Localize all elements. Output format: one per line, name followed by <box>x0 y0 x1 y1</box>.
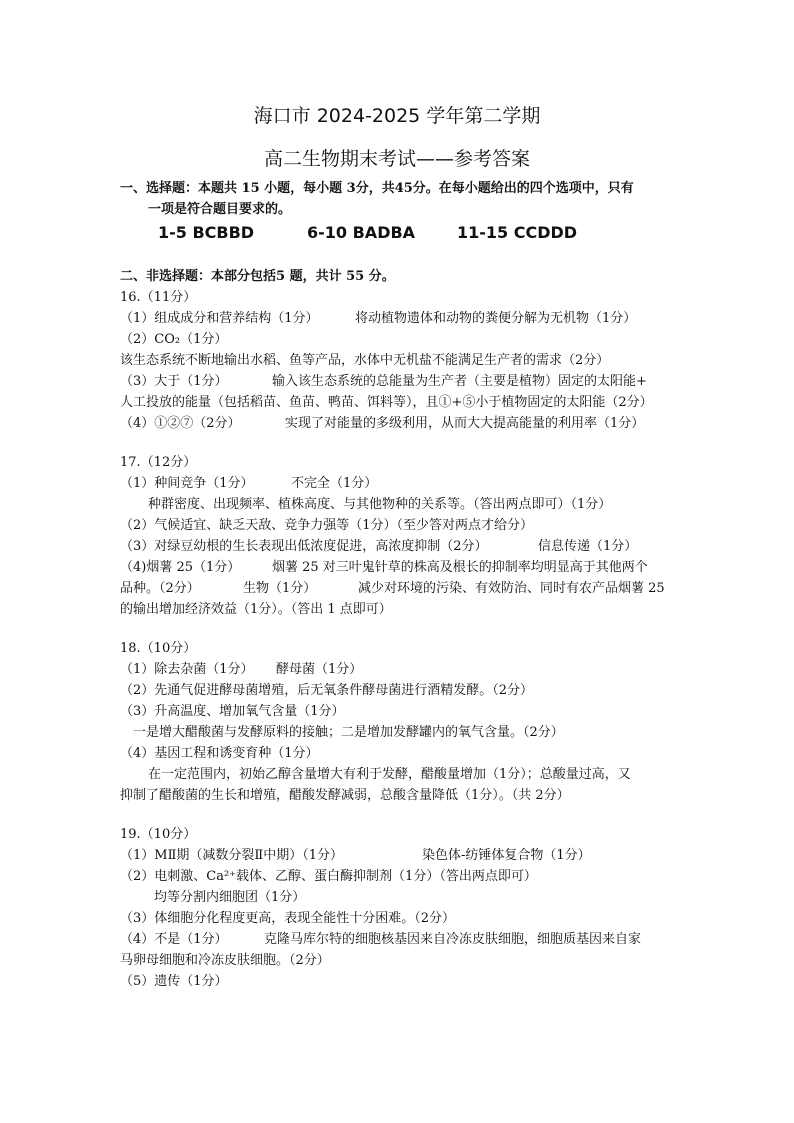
mc-answers-11-15: 11-15 CCDDD <box>457 223 578 242</box>
q17-answer-1-explain: 种群密度、出现频率、植株高度、与其他物种的关系等。（答出两点即可）（1分） <box>148 497 612 512</box>
q16-answer-3b: 输入该生态系统的总能量为生产者（主要是植物）固定的太阳能+ <box>272 374 647 389</box>
q16-answer-4b: 实现了对能量的多级利用，从而大大提高能量的利用率（1分） <box>285 416 645 431</box>
q16-answer-1b: 将动植物遗体和动物的粪便分解为无机物（1分） <box>355 311 637 326</box>
section2-intro: 二、非选择题：本部分包括5 题，共计 55 分。 <box>120 269 395 284</box>
q19-answer-1b: 染色体-纺锤体复合物（1分） <box>422 848 591 863</box>
q17-answer-2: （2）气候适宜、缺乏天敌、竞争力强等（1分）（至少答对两点才给分） <box>120 518 534 533</box>
q19-answer-4a: （4）不是（1分） <box>120 932 228 947</box>
q17-answer-4a: （4)烟薯 25（1分） <box>120 560 241 575</box>
q17-answer-4d: 生物（1分） <box>243 581 317 596</box>
q18-answer-3: （3）升高温度、增加氧气含量（1分） <box>120 704 345 719</box>
q17-answer-4-cont: 的输出增加经济效益（1分）。（答出 1 点即可） <box>120 602 392 617</box>
q18-answer-3-explain: 一是增大醋酸菌与发酵原料的接触；二是增加发酵罐内的氧气含量。（2分） <box>133 725 564 740</box>
q17-answer-4e: 减少对环境的污染、有效防治、同时有农产品烟薯 25 <box>358 581 665 596</box>
mc-answers-6-10: 6-10 BADBA <box>307 223 416 242</box>
q16-answer-2: （2）CO₂（1分） <box>120 332 228 347</box>
q19-heading: 19.（10分） <box>120 827 197 842</box>
q18-answer-2: （2）先通气促进酵母菌增殖，后无氧条件酵母菌进行酒精发酵。（2分） <box>120 683 534 698</box>
q17-answer-3b: 信息传递（1分） <box>538 539 638 554</box>
q19-answer-4b: 克隆马库尔特的细胞核基因来自冷冻皮肤细胞，细胞质基因来自家 <box>264 932 642 947</box>
section1-intro-cont: 一项是符合题目要求的。 <box>148 202 292 217</box>
page-subtitle: 高二生物期末考试——参考答案 <box>263 148 530 170</box>
q18-answer-4: （4）基因工程和诱变育种（1分） <box>120 746 319 761</box>
q18-answer-1b: 酵母菌（1分） <box>276 662 363 677</box>
q16-answer-2-explain: 该生态系统不断地输出水稻、鱼等产品，水体中无机盐不能满足生产者的需求（2分） <box>120 353 610 368</box>
page-title: 海口市 2024-2025 学年第二学期 <box>253 105 541 127</box>
q19-answer-2-cont: 均等分割内细胞团（1分） <box>154 890 306 905</box>
q18-answer-4-cont: 抑制了醋酸菌的生长和增殖，醋酸发酵减弱，总酸含量降低（1分）。（共 2分） <box>120 788 570 803</box>
q17-heading: 17.（12分） <box>120 455 197 470</box>
q18-heading: 18.（10分） <box>120 641 197 656</box>
q19-answer-2: （2）电刺激、Ca²⁺载体、乙醇、蛋白酶抑制剂（1分）（答出两点即可） <box>120 869 537 884</box>
q17-answer-1a: （1）种间竞争（1分） <box>120 476 254 491</box>
q18-answer-1a: （1）除去杂菌（1分） <box>120 662 254 677</box>
q18-answer-4-explain: 在一定范围内，初始乙醇含量增大有利于发酵，醋酸量增加（1分）；总酸量过高，又 <box>148 767 631 782</box>
q16-heading: 16.（11分） <box>120 290 197 305</box>
q16-answer-3a: （3）大于（1分） <box>120 374 228 389</box>
q16-answer-3-cont: 人工投放的能量（包括稻苗、鱼苗、鸭苗、饵料等），且①+⑤小于植物固定的太阳能（2分） <box>120 395 653 410</box>
q17-answer-3a: （3）对绿豆幼根的生长表现出低浓度促进，高浓度抑制（2分） <box>120 539 488 554</box>
q16-answer-4a: （4）①②⑦（2分） <box>120 416 241 431</box>
q19-answer-1a: （1）MⅡ期（减数分裂Ⅱ中期）（1分） <box>120 848 344 863</box>
q17-answer-1b: 不完全（1分） <box>291 476 378 491</box>
q19-answer-3: （3）体细胞分化程度更高，表现全能性十分困难。（2分） <box>120 911 456 926</box>
q16-answer-1a: （1）组成成分和营养结构（1分） <box>120 311 319 326</box>
q19-answer-5: （5）遗传（1分） <box>120 974 228 989</box>
q17-answer-4c: 品种。（2分） <box>120 581 200 596</box>
mc-answers-1-5: 1-5 BCBBD <box>158 223 255 242</box>
section1-intro: 一、选择题：本题共 15 小题，每小题 3分，共45分。在每小题给出的四个选项中，只有 <box>120 181 634 196</box>
q17-answer-4b: 烟薯 25 对三叶鬼针草的株高及根长的抑制率均明显高于其他两个 <box>272 560 648 575</box>
q19-answer-4-cont: 马卵母细胞和冷冻皮肤细胞。（2分） <box>120 953 330 968</box>
